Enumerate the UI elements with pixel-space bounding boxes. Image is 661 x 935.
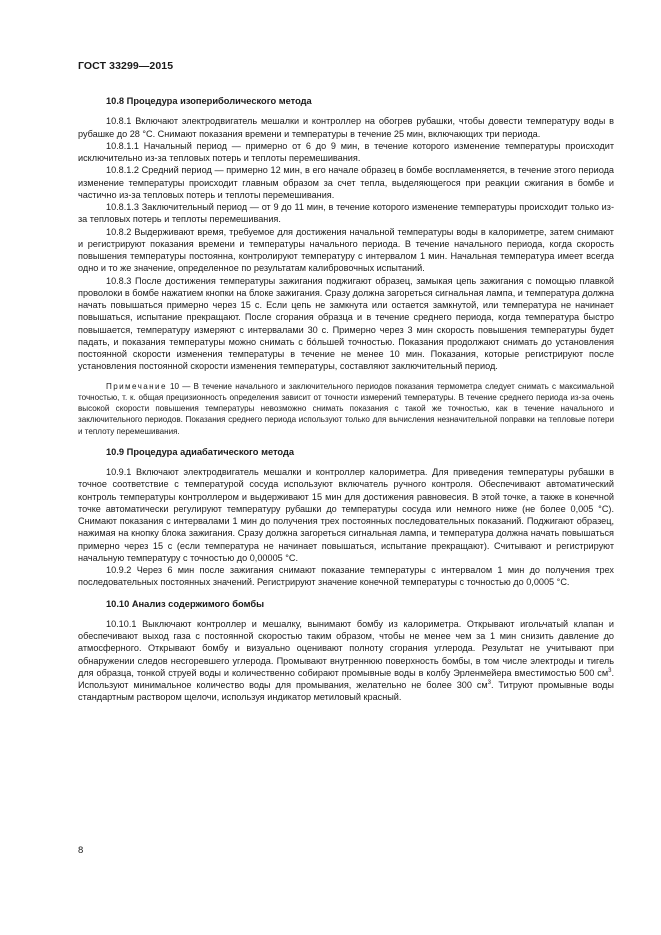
section-title-10-9: 10.9 Процедура адиабатического метода <box>106 446 295 457</box>
note-text: 10 — В течение начального и заключительного периодов показания термометра следует снимать с максимальной точностью, т. к. общая прецизионность определения зависит от точности измерений температуры. В течение среднего периода из-за очень высокой скорости повышения температуры невозможно снимать показания с такой же точностью, как в течение начального и заключительного периодов. Показания среднего периода используют только для вычисления незначительной поправки на тепловые потери и теплоту перемешивания. <box>78 381 615 436</box>
paragraph-10-8-3: 10.8.3 После достижения температуры зажигания поджигают образец, замыкая цепь зажигания с помощью плавкой проволоки в бомбе нажатием кнопки на блоке зажигания. Сразу должна загореться сигнальная лампа, и температура должна начать повышаться примерно через 15 с. Если цепь не замкнута или остается замкнутой, или температура не начинает повышаться, испытание прекращают. После сгорания образца и в течение среднего периода, когда температура быстро повышается, температуру измеряют с интервалами 30 с. Примерно через 3 мин скорость повышения температуры будет падать, и показания температуры можно снимать с бóльшей точностью. Показания продолжают снимать до установления постоянной скорости изменения температуры в течение не менее 10 мин. Показания, которые регистрируют после установления постоянной скорости изменения температуры, составляют заключительный период. <box>78 275 614 372</box>
note-paragraph <box>78 381 614 437</box>
page-number: 8 <box>78 845 84 856</box>
paragraph-10-8-1-1: 10.8.1.1 Начальный период — примерно от 6 до 9 мин, в течение которого изменение температуры происходит исключительно из-за тепловых потерь и теплоты перемешивания. <box>78 140 614 163</box>
paragraph-10-9-1: 10.9.1 Включают электродвигатель мешалки и контроллер калориметра. Для приведения температуры рубашки в точное соответствие с температурой сосуда используют включатель ручного контроля. Обеспечивают автоматический контроль температуры контроллером и выдерживают 15 мин для достижения равновесия. В этой точке, а также в конечной точке автоматически регулируют температуру рубашки до температуры сосуда или немного ниже (не более 0,005 °С). Снимают показания с интервалами 1 мин до получения трех постоянных последовательных показаний. Поджигают образец, нажимая на кнопку блока зажигания. Сразу должна загореться сигнальная лампа, и температура должна начать повышаться примерно через 15 с (если температура не начинает повышаться, испытание прекращают). Считывают и регистрируют начальную температуру с точностью до 0,00005 °С. <box>78 467 614 563</box>
paragraph-10-9-2: 10.9.2 Через 6 мин после зажигания снимают показание температуры с интервалом 1 мин до получения трех последовательных постоянных значений. Регистрируют значение конечной температуры с точностью до 0,0005 °С. <box>78 565 614 588</box>
section-title-10-8: 10.8 Процедура изопериболического метода <box>106 96 312 106</box>
section-title-10-10: 10.10 Анализ содержимого бомбы <box>106 598 265 609</box>
superscript-cubic-1: 3 <box>608 667 612 674</box>
paragraph-10-8-1-2: 10.8.1.2 Средний период — примерно 12 мин, в его начале образец в бомбе воспламеняется, в течение этого периода изменение температуры происходит главным образом за счет тепла, выделяющегося при реакции сжигания в бомбе и частично из-за тепловых потерь и теплоты перемешивания. <box>78 165 614 200</box>
paragraph-10-10-1 <box>78 618 614 704</box>
note-label: Примечание <box>106 381 167 391</box>
paragraph-10-8-1: 10.8.1 Включают электродвигатель мешалки и контроллер на обогрев рубашки, чтобы довести температуру воды в рубашке до 28 °С. Снимают показания времени и температуры в течение 25 мин, включающих три периода. <box>78 116 614 139</box>
paragraph-10-8-2: 10.8.2 Выдерживают время, требуемое для достижения начальной температуры воды в калориметре, затем снимают и регистрируют показания времени и температуры начального периода. В течение начального периода, когда скорость повышения температуры постоянна, контролируют температуру с интервалом 1 мин. Начальная температура имеет всегда одно и то же значение, определенное по результатам калибровочных испытаний. <box>78 226 614 274</box>
paragraph-10-10-1-part-a: 10.10.1 Выключают контроллер и мешалку, вынимают бомбу из калориметра. Открывают игольчатый клапан и обеспечивают выход газа с постоянной скоростью таким образом, чтобы не менее чем за 1 мин снизить давление до атмосферного. Открывают бомбу и визуально оценивают полноту сгорания углерода. Результат не учитывают при обнаружении следов несгоревшего углерода. Промывают внутреннюю поверхность бомбы, в том числе электроды и тигель для образца, тонкой струей воды и количественно собирают промывные воды в колбу Эрленмейера вместимостью 500 см <box>78 618 614 678</box>
paragraph-10-8-1-3: 10.8.1.3 Заключительный период — от 9 до 11 мин, в течение которого изменение температуры происходит только из-за тепловых потерь и теплоты перемешивания. <box>78 202 614 225</box>
paragraph-10-10-1-part-b: . Используют минимальное количество воды для промывания, желательно не более 300 см <box>78 667 614 691</box>
superscript-cubic-2: 3 <box>487 680 491 687</box>
document-header: ГОСТ 33299—2015 <box>78 60 174 72</box>
note-block <box>78 381 614 437</box>
paragraph-10-10-1-part-c: . Титруют промывные воды стандартным раствором щелочи, используя индикатор метиловый красный. <box>78 680 614 703</box>
page-content <box>78 95 614 704</box>
